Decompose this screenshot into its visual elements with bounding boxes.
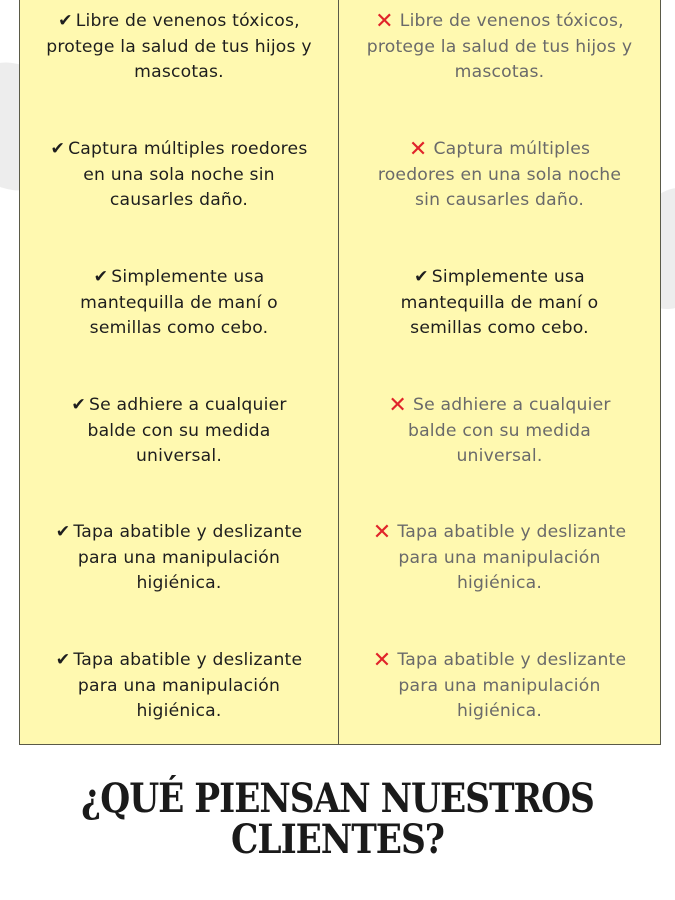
feature-text-line xyxy=(20,265,338,291)
feature-text-line xyxy=(20,316,338,342)
comparison-table xyxy=(19,0,661,745)
theirs-feature-2 xyxy=(339,137,660,267)
feature-text: Tapa abatible y deslizante xyxy=(73,650,303,670)
feature-text: causarles daño. xyxy=(109,190,249,210)
feature-text: higiénica. xyxy=(456,573,543,593)
feature-text-line xyxy=(20,137,338,163)
feature-text: Se adhiere a cualquier xyxy=(413,395,611,415)
heading-line-1: ¿QUÉ PIENSAN NUESTROS xyxy=(81,775,594,822)
feature-text-line xyxy=(339,137,660,163)
feature-text: balde con su medida xyxy=(87,420,271,441)
feature-text-line xyxy=(339,60,660,86)
feature-text: mantequilla de maní o xyxy=(400,292,599,313)
feature-text-line xyxy=(339,546,660,572)
ours-feature-2 xyxy=(20,137,338,267)
theirs-feature-5 xyxy=(339,520,660,650)
feature-text-line xyxy=(20,444,338,470)
feature-text: mantequilla de maní o xyxy=(80,292,278,313)
theirs-feature-6 xyxy=(339,648,660,778)
our-product-column xyxy=(20,0,339,745)
feature-text-line xyxy=(20,520,338,546)
cross-icon: ✕ xyxy=(375,9,394,34)
feature-text: higiénica. xyxy=(136,573,222,593)
feature-text: sin causarles daño. xyxy=(414,190,585,210)
cross-icon: ✕ xyxy=(408,137,428,162)
feature-text-line xyxy=(20,188,338,214)
checkmark-icon: ✔ xyxy=(55,522,71,542)
checkmark-icon: ✔ xyxy=(55,650,71,670)
feature-text: Se adhiere a cualquier xyxy=(88,395,287,415)
feature-text-line xyxy=(20,163,338,189)
feature-text: protege la salud de tus hijos y xyxy=(46,36,312,57)
feature-text-line xyxy=(20,571,338,597)
feature-text-line xyxy=(339,444,660,470)
feature-text: Libre de venenos tóxicos, xyxy=(399,11,624,31)
feature-text-line xyxy=(339,648,660,674)
feature-text: Captura múltiples xyxy=(433,139,591,159)
competitor-column xyxy=(339,0,661,745)
cross-icon: ✕ xyxy=(372,520,392,545)
feature-text: Tapa abatible y deslizante xyxy=(73,522,303,542)
feature-text-line xyxy=(20,9,338,35)
ours-feature-3 xyxy=(20,265,338,395)
feature-text: Libre de venenos tóxicos, xyxy=(75,11,300,31)
feature-text-line xyxy=(339,291,660,317)
feature-text: universal. xyxy=(456,446,543,466)
feature-text: roedores en una sola noche xyxy=(377,164,622,185)
feature-text: para una manipulación xyxy=(398,675,601,696)
ours-feature-5 xyxy=(20,520,338,650)
feature-text: en una sola noche sin xyxy=(83,164,275,185)
feature-text-line xyxy=(20,419,338,445)
feature-text: higiénica. xyxy=(456,701,543,721)
feature-text-line xyxy=(339,163,660,189)
checkmark-icon: ✔ xyxy=(50,139,66,159)
cross-icon: ✕ xyxy=(388,393,407,418)
feature-text: semillas como cebo. xyxy=(410,318,589,338)
theirs-feature-1 xyxy=(339,9,660,139)
feature-text-line xyxy=(20,60,338,86)
checkmark-icon: ✔ xyxy=(93,267,109,287)
feature-text: Simplemente usa xyxy=(111,267,265,287)
heading-line-2: CLIENTES? xyxy=(231,816,444,863)
feature-text: protege la salud de tus hijos y xyxy=(366,36,633,57)
feature-text: higiénica. xyxy=(136,701,222,721)
feature-text: Tapa abatible y deslizante xyxy=(397,650,627,670)
feature-text-line xyxy=(20,674,338,700)
feature-text-line xyxy=(20,393,338,419)
theirs-feature-3 xyxy=(339,265,660,395)
checkmark-icon: ✔ xyxy=(58,11,73,31)
checkmark-icon: ✔ xyxy=(414,267,429,287)
feature-text: para una manipulación xyxy=(398,547,601,568)
feature-text-line xyxy=(339,674,660,700)
ours-feature-4 xyxy=(20,393,338,523)
feature-text-line xyxy=(339,35,660,61)
feature-text-line xyxy=(339,9,660,35)
feature-text-line xyxy=(339,419,660,445)
feature-text: semillas como cebo. xyxy=(89,318,269,338)
cross-icon: ✕ xyxy=(372,648,392,673)
feature-text: mascotas. xyxy=(454,62,545,82)
feature-text: Captura múltiples roedores xyxy=(68,139,308,159)
feature-text-line xyxy=(20,291,338,317)
feature-text-line xyxy=(339,520,660,546)
checkmark-icon: ✔ xyxy=(71,395,86,415)
ours-feature-1 xyxy=(20,9,338,139)
feature-text-line xyxy=(20,648,338,674)
feature-text: mascotas. xyxy=(134,62,224,82)
feature-text: balde con su medida xyxy=(407,420,592,441)
testimonials-heading xyxy=(47,775,628,863)
feature-text-line xyxy=(339,188,660,214)
theirs-feature-4 xyxy=(339,393,660,523)
feature-text: universal. xyxy=(135,446,223,466)
feature-text: para una manipulación xyxy=(77,547,281,568)
ours-feature-6 xyxy=(20,648,338,778)
feature-text: Tapa abatible y deslizante xyxy=(397,522,627,542)
feature-text-line xyxy=(20,35,338,61)
feature-text: para una manipulación xyxy=(77,675,281,696)
feature-text-line xyxy=(20,546,338,572)
feature-text-line xyxy=(339,571,660,597)
feature-text: Simplemente usa xyxy=(431,267,585,287)
feature-text-line xyxy=(339,265,660,291)
feature-text-line xyxy=(339,699,660,725)
feature-text-line xyxy=(339,316,660,342)
feature-text-line xyxy=(339,393,660,419)
feature-text-line xyxy=(20,699,338,725)
